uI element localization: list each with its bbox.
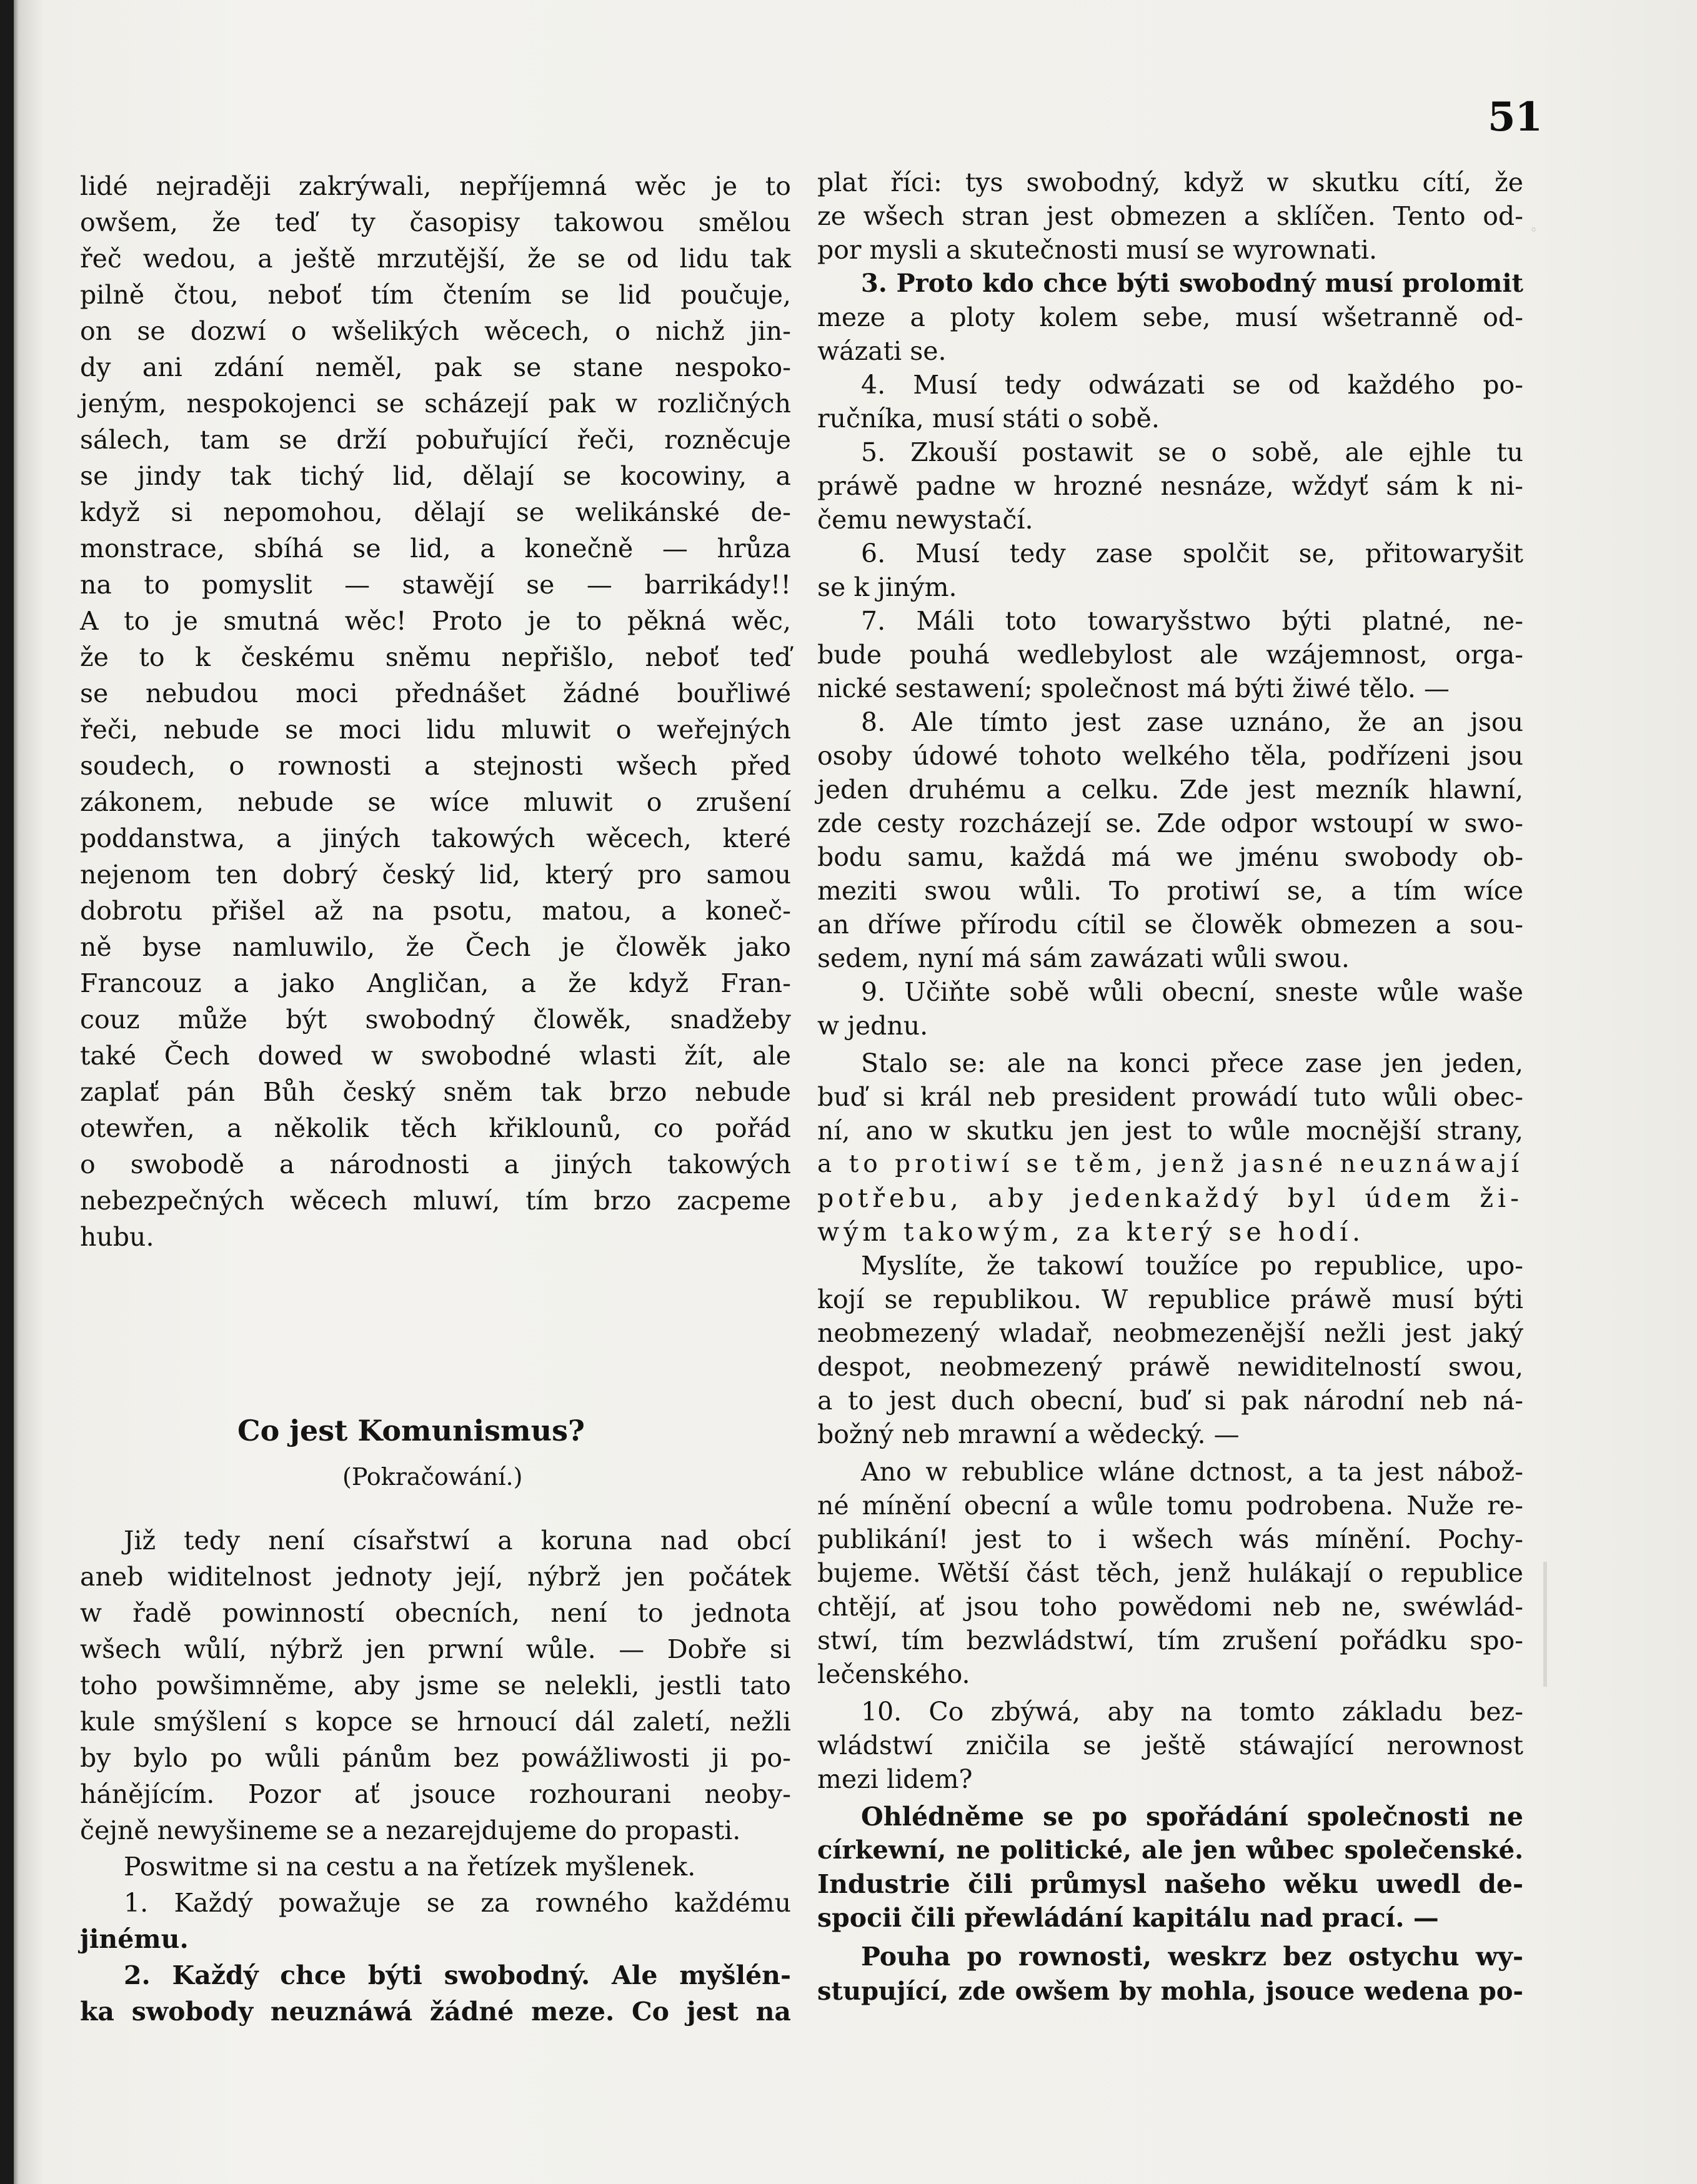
text-line: 1. Každý powažuje se za rowného každému	[124, 1888, 791, 1918]
text-line: 8. Ale tímto jest zase uznáno, že an jsou	[861, 707, 1523, 737]
text-line: 7. Máli toto towaryšstwo býti platné, ne-	[861, 606, 1523, 636]
text-line: stupující, zde owšem by mohla, jsouce wedena po-	[817, 1977, 1523, 2006]
text-line: kule smýšlení s kopce se hrnoucí dál zaletí, nežli	[80, 1707, 791, 1737]
text-line: A to je smutná wěc! Proto je to pěkná wěc,	[80, 606, 791, 636]
text-line: chtějí, ať jsou toho powědomi neb ne, swéwlád-	[817, 1592, 1523, 1622]
text-line: poddanstwa, a jiných takowých wěcech, které	[80, 823, 791, 853]
text-line: církewní, ne politické, ale jen wůbec společenské.	[817, 1835, 1523, 1865]
text-line: jeným, nespokojenci se scházejí pak w rozličných	[80, 389, 791, 419]
text-line: w jednu.	[817, 1011, 928, 1041]
text-line: Již tedy není císařstwí a koruna nad obcí	[124, 1526, 791, 1556]
text-line: také Čech dowed w swobodné wlasti žít, ale	[80, 1041, 791, 1071]
text-line: jeden druhému a celku. Zde jest mezník hlawní,	[817, 775, 1523, 805]
text-line: por mysli a skutečnosti musí se wyrownati.	[817, 235, 1378, 265]
text-line: 3. Proto kdo chce býti swobodný musí prolomit	[861, 269, 1523, 298]
text-line: 9. Učiňte sobě wůli obecní, sneste wůle waše	[861, 977, 1523, 1007]
text-line: Pouha po rownosti, weskrz bez ostychu wy-	[861, 1942, 1523, 1972]
text-line: an dříwe přírodu cítil se člowěk obmezen a sou-	[817, 910, 1523, 940]
text-line: ní, ano w skutku jen jest to wůle mocnější strany,	[817, 1116, 1523, 1146]
text-line: Stalo se: ale na konci přece zase jen jeden,	[861, 1048, 1523, 1078]
text-line: couz může být swobodný člowěk, snadžeby	[80, 1005, 791, 1035]
text-line: kojí se republikou. W republice práwě musí býti	[817, 1284, 1523, 1314]
text-line: bodu samu, každá má we jménu swobody ob-	[817, 842, 1523, 872]
text-line: soudech, o rownosti a stejnosti wšech před	[80, 751, 791, 781]
text-line: čemu newystačí.	[817, 505, 1033, 535]
text-line: Myslíte, že takowí toužíce po republice, upo-	[861, 1251, 1523, 1281]
text-line: Poswitme si na cestu a na řetízek myšlenek.	[124, 1852, 696, 1882]
text-line: wým takowým, za který se hodí.	[817, 1217, 1365, 1247]
text-line: buď si král neb president prowádí tuto wůli obec-	[817, 1082, 1523, 1112]
text-line: by bylo po wůli pánům bez powážliwosti ji po-	[80, 1743, 791, 1773]
text-line: nebezpečných wěcech mluwí, tím brzo zacpeme	[80, 1186, 791, 1216]
text-line: Ano w rebublice wláne dctnost, a ta jest nábož-	[861, 1457, 1523, 1487]
text-line: 6. Musí tedy zase spolčit se, přitowaryšit	[861, 539, 1523, 568]
text-line: w řadě powinností obecních, není to jednota	[80, 1598, 791, 1628]
text-line: wládstwí zničila se ještě stáwající nerownost	[817, 1730, 1523, 1760]
text-line: zákonem, nebude se wíce mluwit o zrušení	[80, 787, 791, 817]
text-line: 5. Zkouší postawit se o sobě, ale ejhle tu	[861, 437, 1523, 467]
text-line: se k jiným.	[817, 572, 957, 602]
book-spine-shadow	[0, 0, 14, 2184]
text-line: na to pomyslit — stawějí se — barrikády!!	[80, 570, 791, 600]
text-line: řeč wedou, a ještě mrzutější, že se od lidu tak	[80, 244, 791, 274]
text-line: čejně newyšineme se a nezarejdujeme do propasti.	[80, 1815, 741, 1845]
text-line: háněјícím. Pozor ať jsouce rozhourani neoby-	[80, 1779, 791, 1809]
text-line: božný neb mrawní a wědecký. —	[817, 1419, 1240, 1449]
text-line: osoby údowé tohoto welkého těla, podřízeni jsou	[817, 741, 1523, 771]
text-line: a to jest duch obecní, buď si pak národní neb ná-	[817, 1386, 1523, 1416]
text-line: né mínění obecní a wůle tomu podrobena. Nuže re-	[817, 1491, 1523, 1521]
text-line: dobrotu přišel až na psotu, matou, a koneč-	[80, 896, 791, 926]
text-line: práwě padne w hrozné nesnáze, wždyť sám k ni-	[817, 471, 1523, 501]
text-line: owšem, že teď ty časopisy takowou smělou	[80, 207, 791, 237]
text-line: když si nepomohou, dělají se welikánské de-	[80, 497, 791, 527]
text-line: 4. Musí tedy odwázati se od každého po-	[861, 370, 1523, 400]
text-line: Industrie čili průmysl našeho wěku uwedl de-	[817, 1869, 1523, 1899]
text-line: Ohlédněme se po spořádání společnosti ne	[861, 1802, 1523, 1832]
text-line: bujeme. Wětší část těch, jenž hulákají o republice	[817, 1558, 1523, 1588]
text-line: bude pouhá wedlebylost ale wzájemnost, orga-	[817, 640, 1523, 670]
text-line: potřebu, aby jedenkaždý byl údem ži-	[817, 1183, 1523, 1213]
text-line: ka swobody neuznáwá žádné meze. Co jest na	[80, 1997, 791, 2027]
text-line: ručníka, musí státi o sobě.	[817, 404, 1160, 434]
text-line: on se dozwí o wšelikých wěcech, o nichž jin-	[80, 316, 791, 346]
text-line: spocii čili přewládání kapitálu nad prací. —	[817, 1903, 1439, 1933]
text-line: ze wšech stran jest obmezen a sklíčen. Tento od-	[817, 201, 1523, 231]
text-line: nické sestawení; společnost má býti žiwé tělo. —	[817, 673, 1450, 703]
text-line: meziti swou wůli. To protiwí se, a tím wíce	[817, 876, 1523, 906]
text-line: pilně čtou, neboť tím čtením se lid poučuje,	[80, 280, 791, 310]
text-line: lečenského.	[817, 1659, 970, 1689]
text-line: toho powšimněme, aby jsme se nelekli, jestli tato	[80, 1670, 791, 1700]
continued-note: (Pokračowání.)	[342, 1463, 523, 1491]
text-line: o swobodě a národnosti a jiných takowých	[80, 1149, 791, 1179]
text-line: aneb widitelnost jednoty její, nýbrž jen počátek	[80, 1562, 791, 1592]
text-line: se nebudou moci přednášet žádné bouřliwé	[80, 678, 791, 708]
text-line: wšech wůlí, nýbrž jen prwní wůle. — Dobře si	[80, 1634, 791, 1664]
text-line: lidé nejraději zakrýwali, nepříjemná wěc je to	[80, 171, 791, 201]
text-line: nejenom ten dobrý český lid, který pro samou	[80, 860, 791, 890]
text-line: zaplať pán Bůh český sněm tak brzo nebude	[80, 1077, 791, 1107]
text-line: hubu.	[80, 1222, 154, 1252]
text-line: mezi lidem?	[817, 1764, 973, 1794]
text-line: a to protiwí se těm, jenž jasné neuznáwají	[817, 1150, 1523, 1178]
text-line: sálech, tam se drží pobuřující řeči, rozněcuje	[80, 425, 791, 455]
text-line: ně bysе namluwilo, že Čech je člowěk jako	[80, 932, 791, 962]
text-line: řeči, nebude se moci lidu mluwit o weřejných	[80, 715, 791, 745]
bleed-through-rule	[1543, 1562, 1547, 1687]
text-line: publikání! jest to i wšech wás mínění. Pochy-	[817, 1524, 1523, 1554]
text-line: neobmezený wladař, neobmezenější nežli jest jaký	[817, 1318, 1523, 1348]
text-line: 2. Každý chce býti swobodný. Ale myšlén-	[124, 1960, 791, 1990]
text-line: dy ani zdání neměl, pak se stane nespoko-	[80, 352, 791, 382]
text-line: sedem, nyní má sám zawázati wůli swou.	[817, 943, 1350, 973]
bleed-through-mark: ﾟ	[1531, 226, 1540, 248]
text-line: jinému.	[80, 1924, 189, 1954]
text-line: že to k českému sněmu nepřišlo, neboť teď	[80, 642, 791, 672]
section-heading: Co jest Komunismus?	[237, 1414, 585, 1447]
text-line: meze a ploty kolem sebe, musí wšetranně od-	[817, 302, 1523, 332]
text-line: zde cesty rozcházejí se. Zde odpor wstoupí w swo-	[817, 808, 1523, 838]
text-line: 10. Co zbýwá, aby na tomto základu bez-	[861, 1697, 1523, 1727]
page-number: 51	[1487, 94, 1542, 141]
text-line: se jindy tak tichý lid, dělají se kocowiny, a	[80, 461, 791, 491]
text-line: Francouz a jako Angličan, a že když Fran-	[80, 968, 791, 998]
text-line: plat říci: tys swobodný, když w skutku cítí, že	[817, 167, 1523, 197]
text-line: otewřen, a několik těch křiklounů, co pořád	[80, 1113, 791, 1143]
text-line: wázati se.	[817, 336, 947, 366]
text-line: stwí, tím bezwládstwí, tím zrušení pořádku spo-	[817, 1626, 1523, 1655]
text-line: despot, neobmezený práwě newiditelností swou,	[817, 1352, 1523, 1382]
text-line: monstrace, sbíhá se lid, a konečně — hrůza	[80, 534, 791, 563]
